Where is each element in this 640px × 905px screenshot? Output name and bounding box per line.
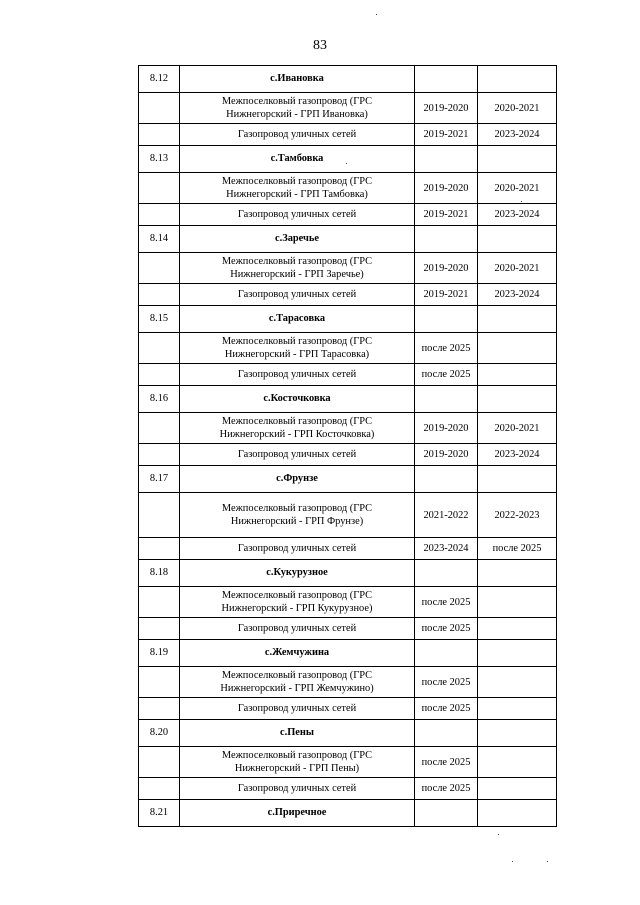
village-row [139,466,557,493]
gas-pipeline-schedule-table [138,65,557,827]
village-name: с.Косточковка [180,386,415,413]
empty-cell [415,560,478,587]
description-line: Межпоселковый газопровод (ГРС [221,503,373,514]
design-period: после 2025 [415,618,478,640]
empty-cell [478,800,557,827]
village-row [139,306,557,333]
empty-cell [415,640,478,667]
design-period: 2019-2020 [415,413,478,444]
work-description [180,444,415,466]
design-period: после 2025 [415,698,478,720]
empty-cell [415,66,478,93]
work-description [180,698,415,720]
village-row [139,146,557,173]
village-row [139,720,557,747]
work-description [180,253,415,284]
empty-cell [415,800,478,827]
construction-period [478,698,557,720]
design-period: после 2025 [415,587,478,618]
intersettlement-pipeline-row [139,333,557,364]
scan-speck [498,834,499,835]
description-line: Нижнегорский - ГРП Ивановка) [226,109,368,120]
description-line: Газопровод уличных сетей [237,129,357,140]
work-description [180,413,415,444]
construction-period [478,778,557,800]
intersettlement-pipeline-row [139,413,557,444]
work-description [180,124,415,146]
description-line: Межпоселковый газопровод (ГРС [221,590,373,601]
empty-cell [139,444,180,466]
construction-period: 2023-2024 [478,284,557,306]
street-network-row [139,284,557,306]
work-description [180,333,415,364]
empty-cell [139,698,180,720]
design-period: 2021-2022 [415,493,478,538]
construction-period [478,364,557,386]
description-line: Межпоселковый газопровод (ГРС [221,256,373,267]
design-period: 2023-2024 [415,538,478,560]
street-network-row [139,538,557,560]
empty-cell [415,226,478,253]
work-description [180,618,415,640]
work-description [180,538,415,560]
design-period: 2019-2021 [415,284,478,306]
item-number: 8.20 [139,720,180,747]
construction-period [478,667,557,698]
street-network-row [139,698,557,720]
work-description [180,778,415,800]
construction-period: 2020-2021 [478,413,557,444]
design-period: 2019-2021 [415,124,478,146]
village-name: с.Тамбовка [180,146,415,173]
construction-period: 2023-2024 [478,124,557,146]
description-line: Межпоселковый газопровод (ГРС [221,750,373,761]
item-number: 8.21 [139,800,180,827]
design-period: 2019-2020 [415,93,478,124]
empty-cell [139,493,180,538]
empty-cell [415,306,478,333]
design-period: 2019-2021 [415,204,478,226]
description-line: Газопровод уличных сетей [237,369,357,380]
scan-speck [376,14,377,15]
village-name: с.Жемчужина [180,640,415,667]
empty-cell [478,640,557,667]
description-line: Нижнегорский - ГРП Тарасовка) [224,349,370,360]
description-line: Нижнегорский - ГРП Косточковка) [219,429,375,440]
empty-cell [139,173,180,204]
village-row [139,386,557,413]
street-network-row [139,364,557,386]
work-description [180,667,415,698]
design-period: 2019-2020 [415,173,478,204]
street-network-row [139,618,557,640]
construction-period [478,587,557,618]
village-name: с.Заречье [180,226,415,253]
construction-period: 2023-2024 [478,444,557,466]
scan-speck [346,163,347,164]
empty-cell [139,778,180,800]
empty-cell [478,66,557,93]
description-line: Межпоселковый газопровод (ГРС [221,176,373,187]
description-line: Газопровод уличных сетей [237,449,357,460]
village-name: с.Кукурузное [180,560,415,587]
description-line: Нижнегорский - ГРП Тамбовка) [226,189,368,200]
scan-speck [512,861,513,862]
work-description [180,173,415,204]
description-line: Нижнегорский - ГРП Заречье) [230,269,364,280]
item-number: 8.15 [139,306,180,333]
design-period: после 2025 [415,747,478,778]
empty-cell [415,386,478,413]
construction-period [478,747,557,778]
village-name: с.Тарасовка [180,306,415,333]
empty-cell [139,538,180,560]
empty-cell [415,720,478,747]
work-description [180,93,415,124]
construction-period: 2020-2021 [478,173,557,204]
description-line: Газопровод уличных сетей [237,209,357,220]
description-line: Межпоселковый газопровод (ГРС [221,670,373,681]
construction-period: 2022-2023 [478,493,557,538]
empty-cell [478,306,557,333]
work-description [180,587,415,618]
empty-cell [139,93,180,124]
work-description [180,747,415,778]
design-period: 2019-2020 [415,444,478,466]
construction-period [478,333,557,364]
empty-cell [478,386,557,413]
intersettlement-pipeline-row [139,173,557,204]
description-line: Газопровод уличных сетей [237,289,357,300]
item-number: 8.13 [139,146,180,173]
scan-speck [521,201,522,202]
empty-cell [139,364,180,386]
item-number: 8.19 [139,640,180,667]
empty-cell [478,466,557,493]
village-name: с.Пены [180,720,415,747]
work-description [180,493,415,538]
empty-cell [139,284,180,306]
empty-cell [139,667,180,698]
street-network-row [139,444,557,466]
construction-period: после 2025 [478,538,557,560]
empty-cell [139,204,180,226]
table-body [139,66,557,827]
empty-cell [139,253,180,284]
empty-cell [478,720,557,747]
village-row [139,560,557,587]
empty-cell [139,587,180,618]
description-line: Газопровод уличных сетей [237,703,357,714]
empty-cell [415,146,478,173]
intersettlement-pipeline-row [139,93,557,124]
description-line: Нижнегорский - ГРП Жемчужино) [220,683,374,694]
intersettlement-pipeline-row [139,253,557,284]
design-period: 2019-2020 [415,253,478,284]
description-line: Нижнегорский - ГРП Фрунзе) [230,516,364,527]
village-name: с.Фрунзе [180,466,415,493]
street-network-row [139,124,557,146]
design-period: после 2025 [415,364,478,386]
intersettlement-pipeline-row [139,667,557,698]
description-line: Газопровод уличных сетей [237,783,357,794]
village-row [139,640,557,667]
village-row [139,66,557,93]
design-period: после 2025 [415,778,478,800]
description-line: Межпоселковый газопровод (ГРС [221,96,373,107]
intersettlement-pipeline-row [139,587,557,618]
empty-cell [139,747,180,778]
design-period: после 2025 [415,333,478,364]
description-line: Газопровод уличных сетей [237,543,357,554]
intersettlement-pipeline-row [139,747,557,778]
description-line: Межпоселковый газопровод (ГРС [221,416,373,427]
empty-cell [415,466,478,493]
item-number: 8.18 [139,560,180,587]
village-name: с.Приречное [180,800,415,827]
work-description [180,364,415,386]
item-number: 8.17 [139,466,180,493]
empty-cell [139,413,180,444]
design-period: после 2025 [415,667,478,698]
description-line: Газопровод уличных сетей [237,623,357,634]
construction-period: 2020-2021 [478,93,557,124]
street-network-row [139,778,557,800]
empty-cell [478,146,557,173]
empty-cell [139,333,180,364]
construction-period: 2020-2021 [478,253,557,284]
scan-speck [547,861,548,862]
empty-cell [478,226,557,253]
village-row [139,226,557,253]
street-network-row [139,204,557,226]
description-line: Межпоселковый газопровод (ГРС [221,336,373,347]
item-number: 8.14 [139,226,180,253]
page-number: 83 [313,38,327,53]
work-description [180,204,415,226]
item-number: 8.16 [139,386,180,413]
empty-cell [478,560,557,587]
village-row [139,800,557,827]
description-line: Нижнегорский - ГРП Кукурузное) [221,603,373,614]
empty-cell [139,124,180,146]
work-description [180,284,415,306]
construction-period [478,618,557,640]
intersettlement-pipeline-row [139,493,557,538]
item-number: 8.12 [139,66,180,93]
construction-period: 2023-2024 [478,204,557,226]
empty-cell [139,618,180,640]
village-name: с.Ивановка [180,66,415,93]
description-line: Нижнегорский - ГРП Пены) [234,763,360,774]
